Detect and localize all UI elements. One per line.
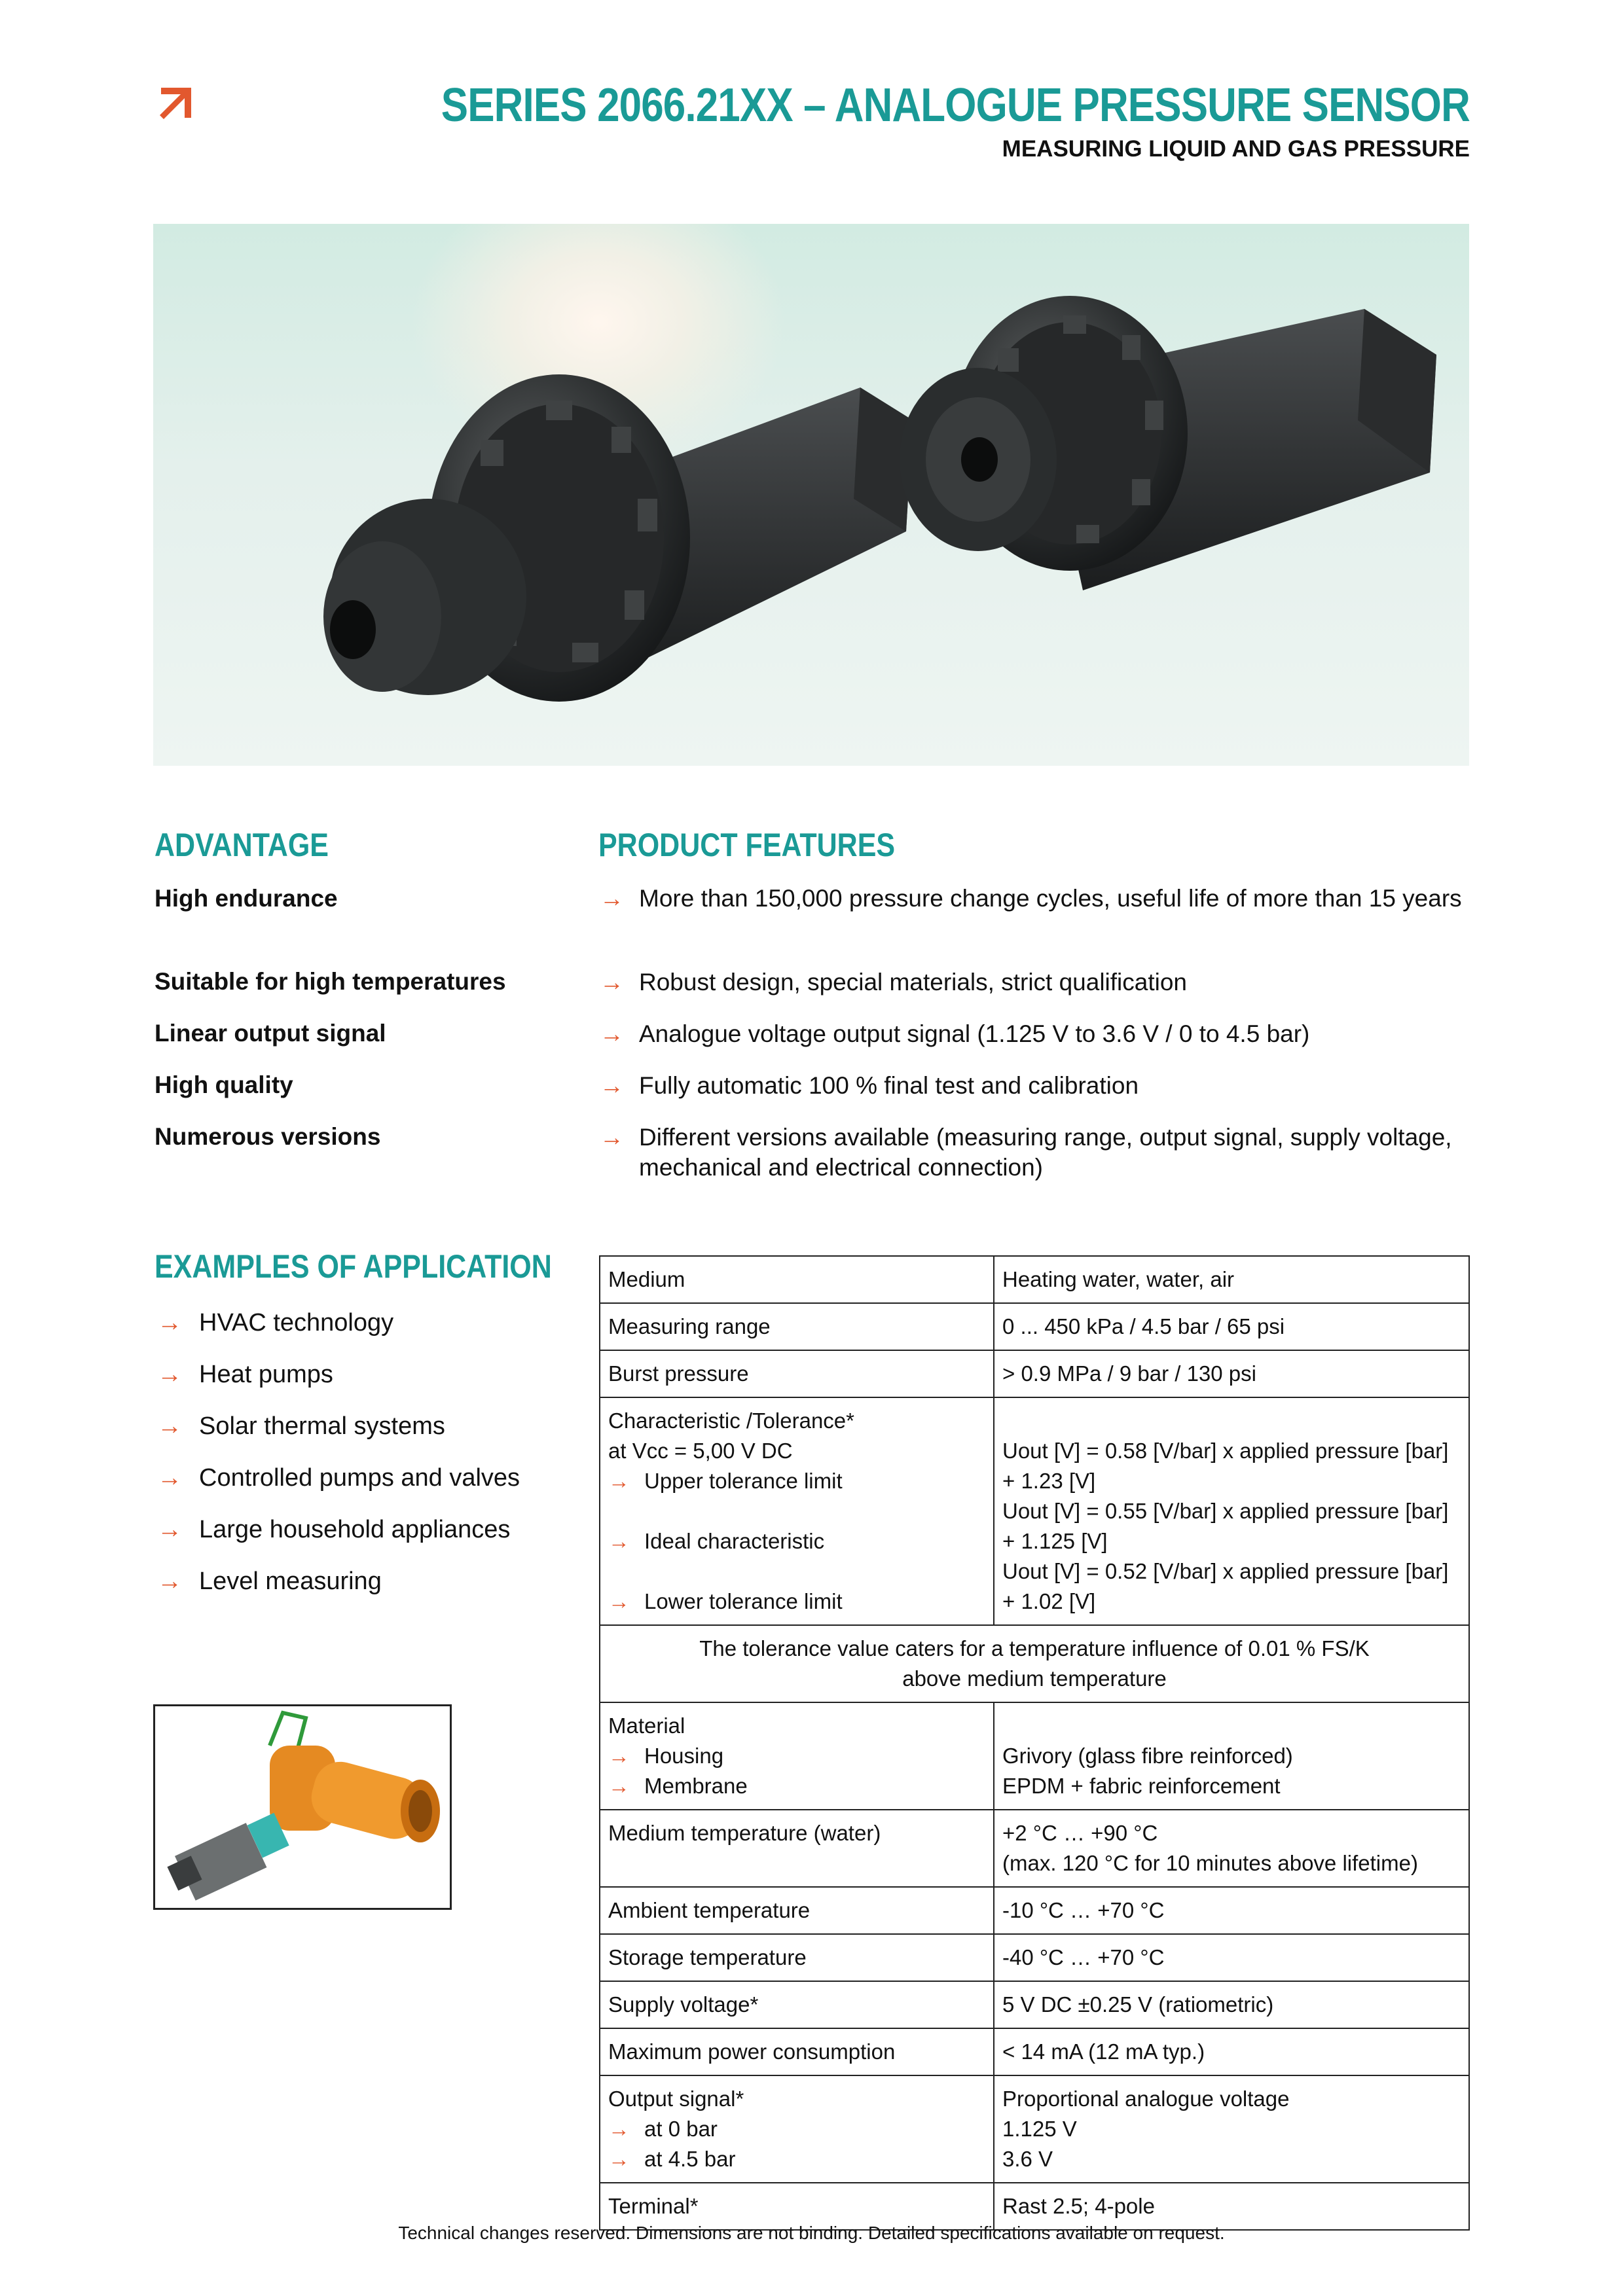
table-row: Storage temperature -40 °C … +70 °C [600, 1934, 1469, 1981]
page-title: SERIES 2066.21XX – ANALOGUE PRESSURE SENSOR [441, 79, 1470, 132]
application-item: → Solar thermal systems [157, 1412, 445, 1440]
advantage-item: High endurance [155, 885, 338, 912]
feature-item: → More than 150,000 pressure change cycles, useful life of more than 15 years [600, 884, 1470, 914]
footer-note: Technical changes reserved. Dimensions are not binding. Detailed specifications available on request. [398, 2223, 1225, 2243]
table-row: Characteristic /Tolerance* at Vcc = 5,00 V DC → Upper tolerance limit → Ideal characteristic → Lower tolerance limit Uout [V] = 0.58 [V/bar] x applied pressure [bar] + 1.23 [V] Uout [V] = 0.55 [V/bar] x applied pressure [bar] + 1.125 [V] Uout [V] = 0.52 [V/bar] x applied pressure [bar] + 1.02 [V] [600, 1397, 1469, 1625]
table-row: Burst pressure > 0.9 MPa / 9 bar / 130 psi [600, 1350, 1469, 1397]
arrow-right-icon: → [600, 885, 624, 912]
table-row: Material → Housing → Membrane Grivory (glass fibre reinforced) EPDM + fabric reinforcement [600, 1702, 1469, 1810]
page-subtitle: MEASURING LIQUID AND GAS PRESSURE [1002, 136, 1470, 162]
arrow-right-icon: → [600, 969, 624, 996]
application-item: → HVAC technology [157, 1309, 394, 1336]
arrow-right-icon: → [157, 1568, 182, 1595]
arrow-right-icon: → [608, 1744, 630, 1768]
arrow-right-icon: → [157, 1412, 182, 1440]
arrow-right-icon: → [600, 1072, 624, 1099]
arrow-right-icon: → [157, 1516, 182, 1543]
spec-table [599, 1255, 1470, 2231]
advantage-heading: ADVANTAGE [155, 827, 329, 863]
advantage-item: High quality [155, 1071, 293, 1098]
arrow-right-icon: → [608, 1529, 630, 1553]
arrow-right-icon: → [600, 1124, 624, 1151]
application-item: → Heat pumps [157, 1361, 333, 1388]
table-row: The tolerance value caters for a temperature influence of 0.01 % FS/K above medium temperature [600, 1625, 1469, 1702]
product-photo [153, 224, 1469, 766]
arrow-right-icon: → [608, 2117, 630, 2141]
arrow-right-icon: → [608, 1589, 630, 1613]
advantage-item: Numerous versions [155, 1123, 381, 1150]
arrow-right-icon: → [608, 2147, 630, 2171]
feature-item: → Fully automatic 100 % final test and calibration [600, 1071, 1470, 1101]
feature-item: → Robust design, special materials, strict qualification [600, 967, 1470, 997]
table-row: Measuring range 0 ... 450 kPa / 4.5 bar / 65 psi [600, 1303, 1469, 1350]
sensor-right [900, 296, 1436, 590]
feature-item: → Analogue voltage output signal (1.125 V to 3.6 V / 0 to 4.5 bar) [600, 1019, 1470, 1049]
arrow-right-icon: → [600, 1020, 624, 1047]
sensor-left [323, 374, 913, 702]
applications-heading: EXAMPLES OF APPLICATION [155, 1248, 552, 1285]
application-item: → Controlled pumps and valves [157, 1464, 520, 1492]
arrow-right-icon: → [157, 1361, 182, 1388]
arrow-right-icon: → [608, 1469, 630, 1493]
table-row: Supply voltage* 5 V DC ±0.25 V (ratiometric) [600, 1981, 1469, 2028]
table-row: Medium Heating water, water, air [600, 1256, 1469, 1303]
arrow-right-icon: → [157, 1464, 182, 1492]
application-item: → Level measuring [157, 1568, 382, 1595]
arrow-right-icon: → [608, 1774, 630, 1798]
advantage-item: Linear output signal [155, 1020, 386, 1047]
table-row: Ambient temperature -10 °C … +70 °C [600, 1887, 1469, 1934]
arrow-up-right-icon [156, 84, 195, 123]
table-row: Terminal* Rast 2.5; 4-pole [600, 2183, 1469, 2230]
arrow-right-icon: → [157, 1309, 182, 1336]
table-row: Medium temperature (water) +2 °C … +90 °C (max. 120 °C for 10 minutes above lifetime) [600, 1810, 1469, 1887]
table-row: Output signal* → at 0 bar → at 4.5 bar Proportional analogue voltage 1.125 V 3.6 V [600, 2075, 1469, 2183]
features-heading: PRODUCT FEATURES [598, 827, 896, 863]
advantage-item: Suitable for high temperatures [155, 968, 506, 995]
feature-item: → Different versions available (measuring range, output signal, supply voltage, mechanical and electrical connection) [600, 1124, 1452, 1181]
table-row: Maximum power consumption < 14 mA (12 mA typ.) [600, 2028, 1469, 2075]
application-item: → Large household appliances [157, 1516, 511, 1543]
application-image [153, 1704, 452, 1910]
